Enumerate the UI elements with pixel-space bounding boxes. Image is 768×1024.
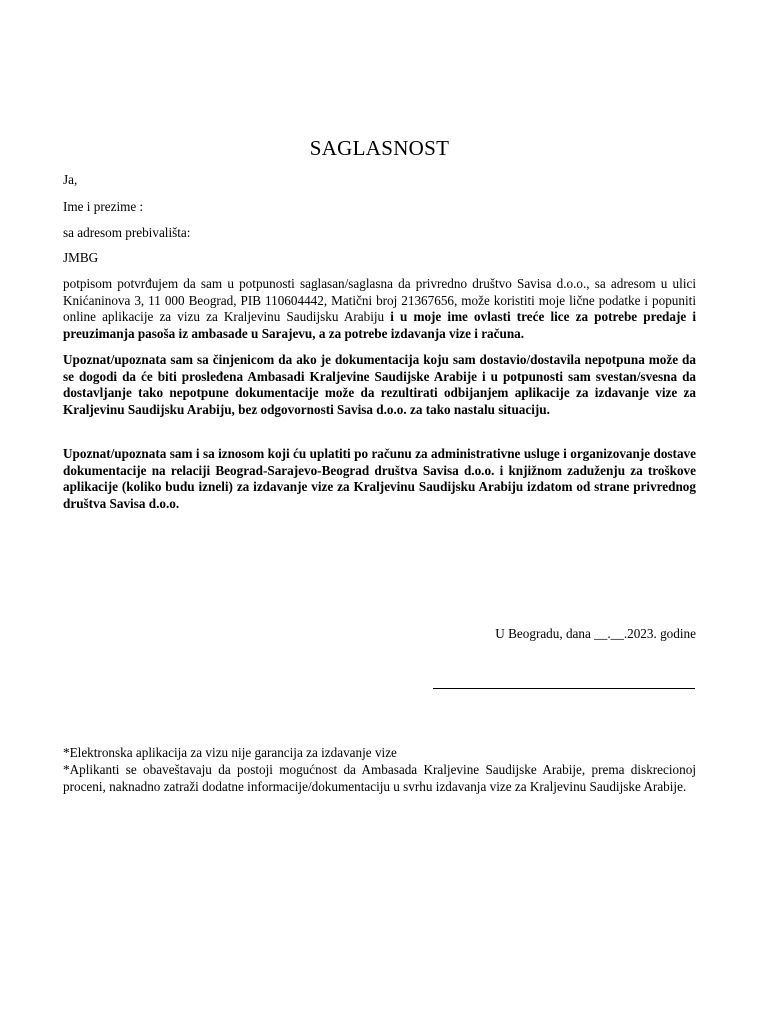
name-label: Ime i prezime : bbox=[63, 199, 144, 214]
consent-bold-text: i u moje ime ovlasti treće lice za potrebe predaje i preuzimanja pasoša iz ambasade u Sarajevu, a za potrebe izdavanja vize i računa. bbox=[63, 309, 697, 341]
document-title: SAGLASNOST bbox=[309, 136, 450, 160]
signature-line bbox=[433, 688, 695, 689]
footnote-1: *Elektronska aplikacija za vizu nije garancija za izdavanje vize bbox=[63, 745, 397, 760]
address-label: sa adresom prebivališta: bbox=[63, 225, 191, 240]
incomplete-docs-paragraph: Upoznat/upoznata sam sa činjenicom da ako je dokumentacija koju sam dostavio/dostavila nepotpuna može da se dogodi da će biti prosleđena Ambasadi Kraljevine Saudijske Arabije i u potpunosti sam svestan/svesna da dostavljanje tako nepotpune dokumentacije može da rezultirati odbijanjem aplikacije za izdavanje vize za Kraljevinu Saudijsku Arabiju, bez odgovornosti Savisa d.o.o. za tako nastalu situaciju. bbox=[63, 352, 696, 417]
consent-paragraph bbox=[63, 276, 696, 342]
payment-paragraph: Upoznat/upoznata sam i sa iznosom koji ću uplatiti po računu za administrativne usluge i organizovanje dostave dokumentacije na relaciji Beograd-Sarajevo-Beograd društva Savisa d.o.o. i knjižnom zaduženju za troškove aplikacije (koliko budu izneli) za izdavanje vize za Kraljevinu Saudijsku Arabiju izdatom od strane privrednog društva Savisa d.o.o. bbox=[63, 446, 696, 511]
place-date: U Beogradu, dana __.__.2023. godine bbox=[495, 626, 696, 641]
footnote-2: *Aplikanti se obaveštavaju da postoji mogućnost da Ambasada Kraljevine Saudijske Arabije, prema diskrecionoj proceni, naknadno zatraži dodatne informacije/dokumentaciju u svrhu izdavanja vize za Kraljevinu Saudijske Arabije. bbox=[63, 762, 696, 794]
consent-text: potpisom potvrđujem da sam u potpunosti saglasan/saglasna da privredno društvo Savisa d.o.o., sa adresom u ulici Knićaninova 3, 11 000 Beograd, PIB 110604442, Matični broj 21367656, može koristiti moje lične podatke i popuniti online aplikacije za vizu za Kraljevinu Saudijsku Arabiju bbox=[63, 276, 696, 325]
jmbg-label: JMBG bbox=[63, 250, 99, 265]
ja-label: Ja, bbox=[63, 172, 78, 187]
